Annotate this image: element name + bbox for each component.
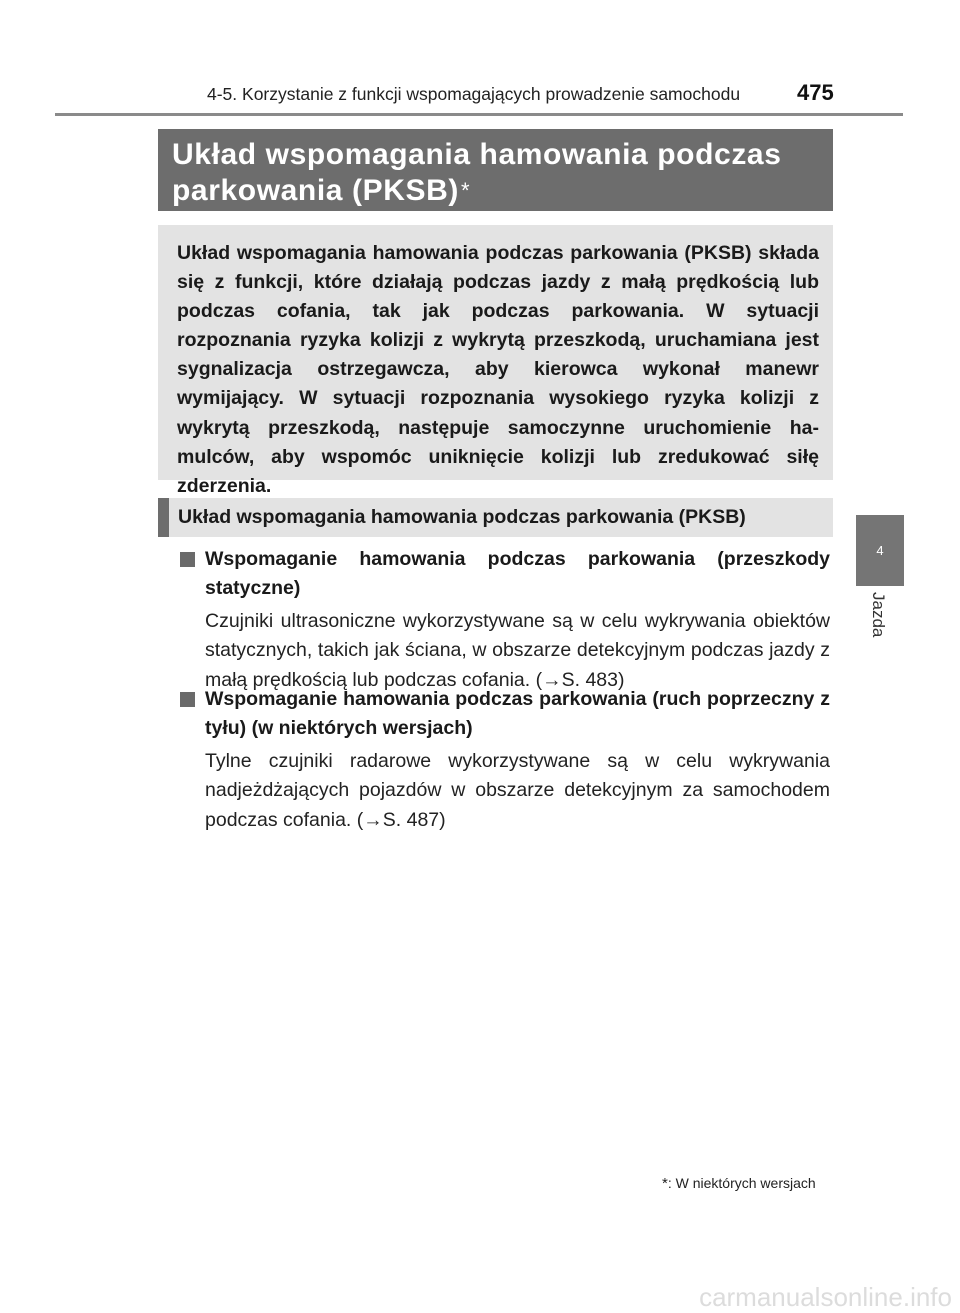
intro-box — [158, 225, 833, 497]
header-divider — [55, 113, 903, 116]
footnote — [662, 1175, 816, 1192]
watermark: carmanualsonline.info — [699, 1282, 952, 1312]
title-asterisk-icon: * — [460, 178, 471, 203]
page-title-banner — [158, 129, 833, 211]
list-item — [180, 685, 830, 835]
chapter-label-text: Jazda — [869, 592, 888, 638]
intro-text: Układ wspomagania hamowania podczas parkowania (PKSB) składa się z funkcji, które działają podczas jazdy z małą prędkością lub podczas cofania, tak jak podczas parkowania. W sytuacji rozpoznania ryzyka kolizji z wykrytą przeszkodą, uruchamiana jest sygnalizacja ostrzegawcza, aby kierowca wykonał manewr wymijający. W sytuacji rozpoznania wysokiego ryzyka kolizji z wykrytą przeszkodą, następuje samoczynne uruchomienie hamulców, aby wspomóc uniknięcie kolizji lub zredukować siłę zderzenia. — [177, 242, 819, 497]
square-bullet-icon — [180, 552, 195, 567]
header-title: 4-5. Korzystanie z funkcji wspomagających prowadzenie samochodu — [207, 84, 741, 104]
item-body: Czujniki ultrasoniczne wykorzystywane są w celu wykrywania obiektów statycznych, takich jak ściana, w obszarze detekcyjnym podczas jazdy z małą prędkością lub podczas cofania. (→S. 483) — [205, 610, 830, 691]
footnote-text: : W niektórych wersjach — [667, 1175, 816, 1191]
page-title-line2 — [172, 173, 833, 209]
item-heading-text: Wspomaganie hamowania podczas parkowania (ruch poprzeczny z tyłu) (w niektórych wersjach) — [205, 688, 830, 739]
square-bullet-icon — [180, 692, 195, 707]
footnote-asterisk-icon: * — [662, 1175, 668, 1192]
section-header: Układ wspomagania hamowania podczas parkowania (PKSB) — [158, 498, 833, 537]
item-heading — [180, 685, 830, 743]
list-item — [180, 545, 830, 695]
item-heading-text: Wspomaganie hamowania podczas parkowania (przeszkody statyczne) — [205, 548, 830, 599]
page-number: 475 — [797, 80, 834, 105]
chapter-tab-number: 4 — [876, 543, 884, 558]
page-title-line2-text: parkowania (PKSB) — [172, 174, 459, 207]
page-title-line1: Układ wspomagania hamowania podczas — [172, 138, 782, 171]
item-heading — [180, 545, 830, 603]
chapter-tab[interactable] — [856, 515, 904, 586]
item-body: Tylne czujniki radarowe wykorzystywane są w celu wykrywania nadjeżdżających pojazdów w obszarze detekcyjnym za samochodem podczas cofania. (→S. 487) — [205, 750, 830, 831]
chapter-label — [866, 590, 894, 646]
